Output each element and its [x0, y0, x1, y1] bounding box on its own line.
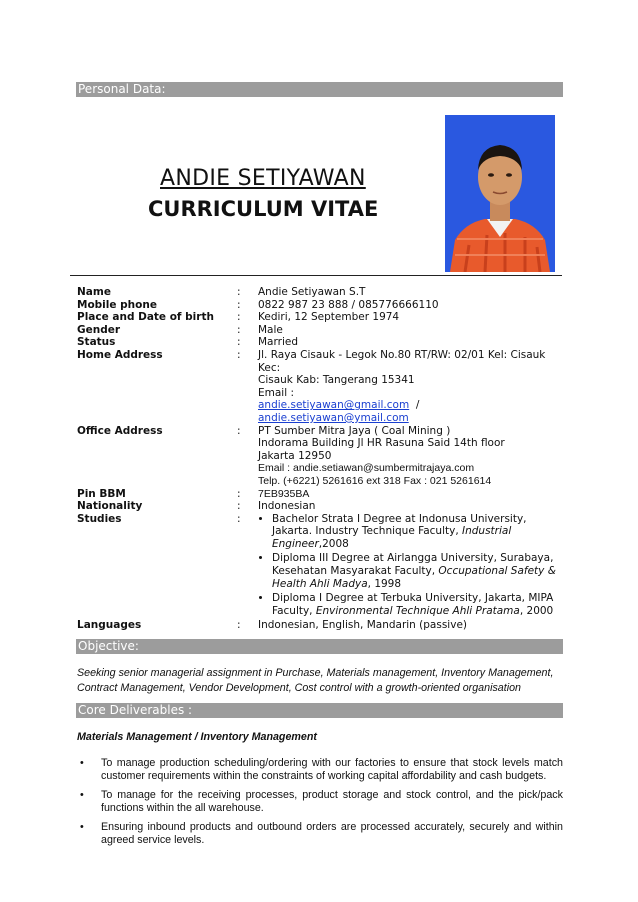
- row-name: [77, 286, 567, 299]
- label-mobile: Mobile phone: [77, 298, 157, 311]
- home-address-line-1: Jl. Raya Cisauk - Legok No.80 RT/RW: 02/01 Kel: Cisauk Kec:: [258, 348, 546, 374]
- deliverable-text: Ensuring inbound products and outbound orders are processed accurately, securely and within agreed service levels.: [101, 821, 563, 846]
- label-pin-bbm: Pin BBM: [77, 487, 126, 500]
- list-item: [77, 757, 563, 783]
- office-email: Email : andie.setiawan@sumbermitrajaya.com: [258, 462, 475, 475]
- candidate-name-heading: ANDIE SETIYAWAN: [160, 166, 366, 191]
- study-field: Occupational Safety & Health Ahli Madya: [272, 565, 556, 590]
- value-name: Andie Setiyawan S.T: [258, 286, 366, 298]
- study-text: Diploma III Degree at Airlangga University, Surabaya, Kesehatan Masyarakat Faculty,: [272, 552, 554, 578]
- study-year: , 1998: [367, 577, 402, 590]
- value-pin-bbm: 7EB935BA: [258, 487, 310, 500]
- value-office-address: [258, 425, 567, 488]
- row-home-address: [77, 349, 567, 425]
- section-bar-personal-data: Personal Data:: [76, 82, 563, 97]
- value-languages: Indonesian, English, Mandarin (passive): [258, 619, 467, 632]
- row-nationality: [77, 500, 567, 513]
- study-item: [272, 552, 567, 590]
- personal-data-table: [77, 286, 567, 632]
- office-line-2: Indorama Building Jl HR Rasuna Said 14th floor: [258, 437, 505, 450]
- email-link-ymail[interactable]: andie.setiyawan@ymail.com: [258, 411, 409, 424]
- bullet-icon: •: [80, 789, 84, 801]
- studies-list: [258, 513, 567, 618]
- label-birth: Place and Date of birth: [77, 311, 214, 324]
- value-mobile: 0822 987 23 888 / 085776666110: [258, 298, 439, 311]
- value-nationality: Indonesian: [258, 500, 316, 513]
- colon: :: [237, 298, 241, 311]
- profile-photo: [445, 115, 555, 272]
- home-email-links: [258, 399, 567, 424]
- label-home-address: Home Address: [77, 348, 163, 361]
- office-line-3: Jakarta 12950: [258, 449, 332, 462]
- label-nationality: Nationality: [77, 500, 143, 513]
- study-item: [272, 513, 567, 551]
- label-languages: Languages: [77, 619, 142, 632]
- row-birth: [77, 311, 567, 324]
- office-phone: Telp. (+6221) 5261616 ext 318 Fax : 021 5261614: [258, 474, 492, 487]
- profile-photo-image: [445, 115, 555, 272]
- row-languages: [77, 619, 567, 632]
- colon: :: [237, 348, 241, 361]
- colon: :: [237, 424, 241, 437]
- list-item: [77, 789, 563, 815]
- objective-text: Seeking senior managerial assignment in Purchase, Materials management, Inventory Management, Contract Management, Vendor Development, Cost control with a growth-oriented organisation: [77, 667, 554, 694]
- office-line-1: PT Sumber Mitra Jaya ( Coal Mining ): [258, 424, 451, 437]
- row-pin-bbm: [77, 488, 567, 501]
- row-mobile: [77, 299, 567, 312]
- home-email-label: Email :: [258, 386, 295, 399]
- header-divider: [70, 275, 562, 276]
- colon: :: [237, 500, 241, 513]
- colon: :: [237, 336, 241, 349]
- study-year: ,2008: [318, 537, 349, 550]
- label-name: Name: [77, 286, 111, 298]
- list-item: [77, 821, 563, 847]
- deliverables-subheading: Materials Management / Inventory Management: [77, 731, 317, 743]
- study-year: , 2000: [519, 604, 554, 617]
- bullet-icon: •: [80, 757, 84, 769]
- row-office-address: [77, 425, 567, 488]
- section-bar-core-deliverables: Core Deliverables :: [76, 703, 563, 718]
- colon: :: [237, 286, 241, 298]
- deliverable-text: To manage for the receiving processes, product storage and stock control, and the pick/pack functions within the all warehouse.: [101, 789, 563, 814]
- study-field: Industrial Engineer: [272, 525, 512, 550]
- value-status: Married: [258, 336, 298, 349]
- document-title: CURRICULUM VITAE: [148, 197, 379, 221]
- value-birth: Kediri, 12 September 1974: [258, 311, 400, 324]
- label-office-address: Office Address: [77, 424, 163, 437]
- study-field: Environmental Technique Ahli Pratama: [315, 604, 520, 617]
- value-gender: Male: [258, 323, 283, 336]
- email-link-gmail[interactable]: andie.setiyawan@gmail.com: [258, 399, 410, 412]
- value-home-address: [258, 349, 567, 425]
- value-studies: [258, 513, 567, 620]
- colon: :: [237, 619, 241, 632]
- email-separator: /: [415, 399, 420, 412]
- deliverables-list: [77, 757, 563, 853]
- label-status: Status: [77, 336, 116, 349]
- study-text: Bachelor Strata I Degree at Indonusa University, Jakarta. Industry Technique Faculty,: [272, 512, 527, 538]
- bullet-icon: •: [80, 821, 84, 833]
- section-bar-objective: Objective:: [76, 639, 563, 654]
- colon: :: [237, 487, 241, 500]
- label-studies: Studies: [77, 512, 122, 525]
- colon: :: [237, 512, 241, 525]
- deliverable-text: To manage production scheduling/ordering with our factories to ensure that stock levels match customer requirements within the constraints of working capital affordability and cash budgets.: [101, 757, 563, 782]
- row-studies: [77, 513, 567, 620]
- colon: :: [237, 323, 241, 336]
- study-item: [272, 592, 567, 617]
- row-gender: [77, 324, 567, 337]
- label-gender: Gender: [77, 323, 121, 336]
- study-text: Diploma I Degree at Terbuka University, Jakarta, MIPA Faculty,: [272, 592, 554, 617]
- home-address-line-2: Cisauk Kab: Tangerang 15341: [258, 374, 415, 387]
- row-status: [77, 336, 567, 349]
- colon: :: [237, 311, 241, 324]
